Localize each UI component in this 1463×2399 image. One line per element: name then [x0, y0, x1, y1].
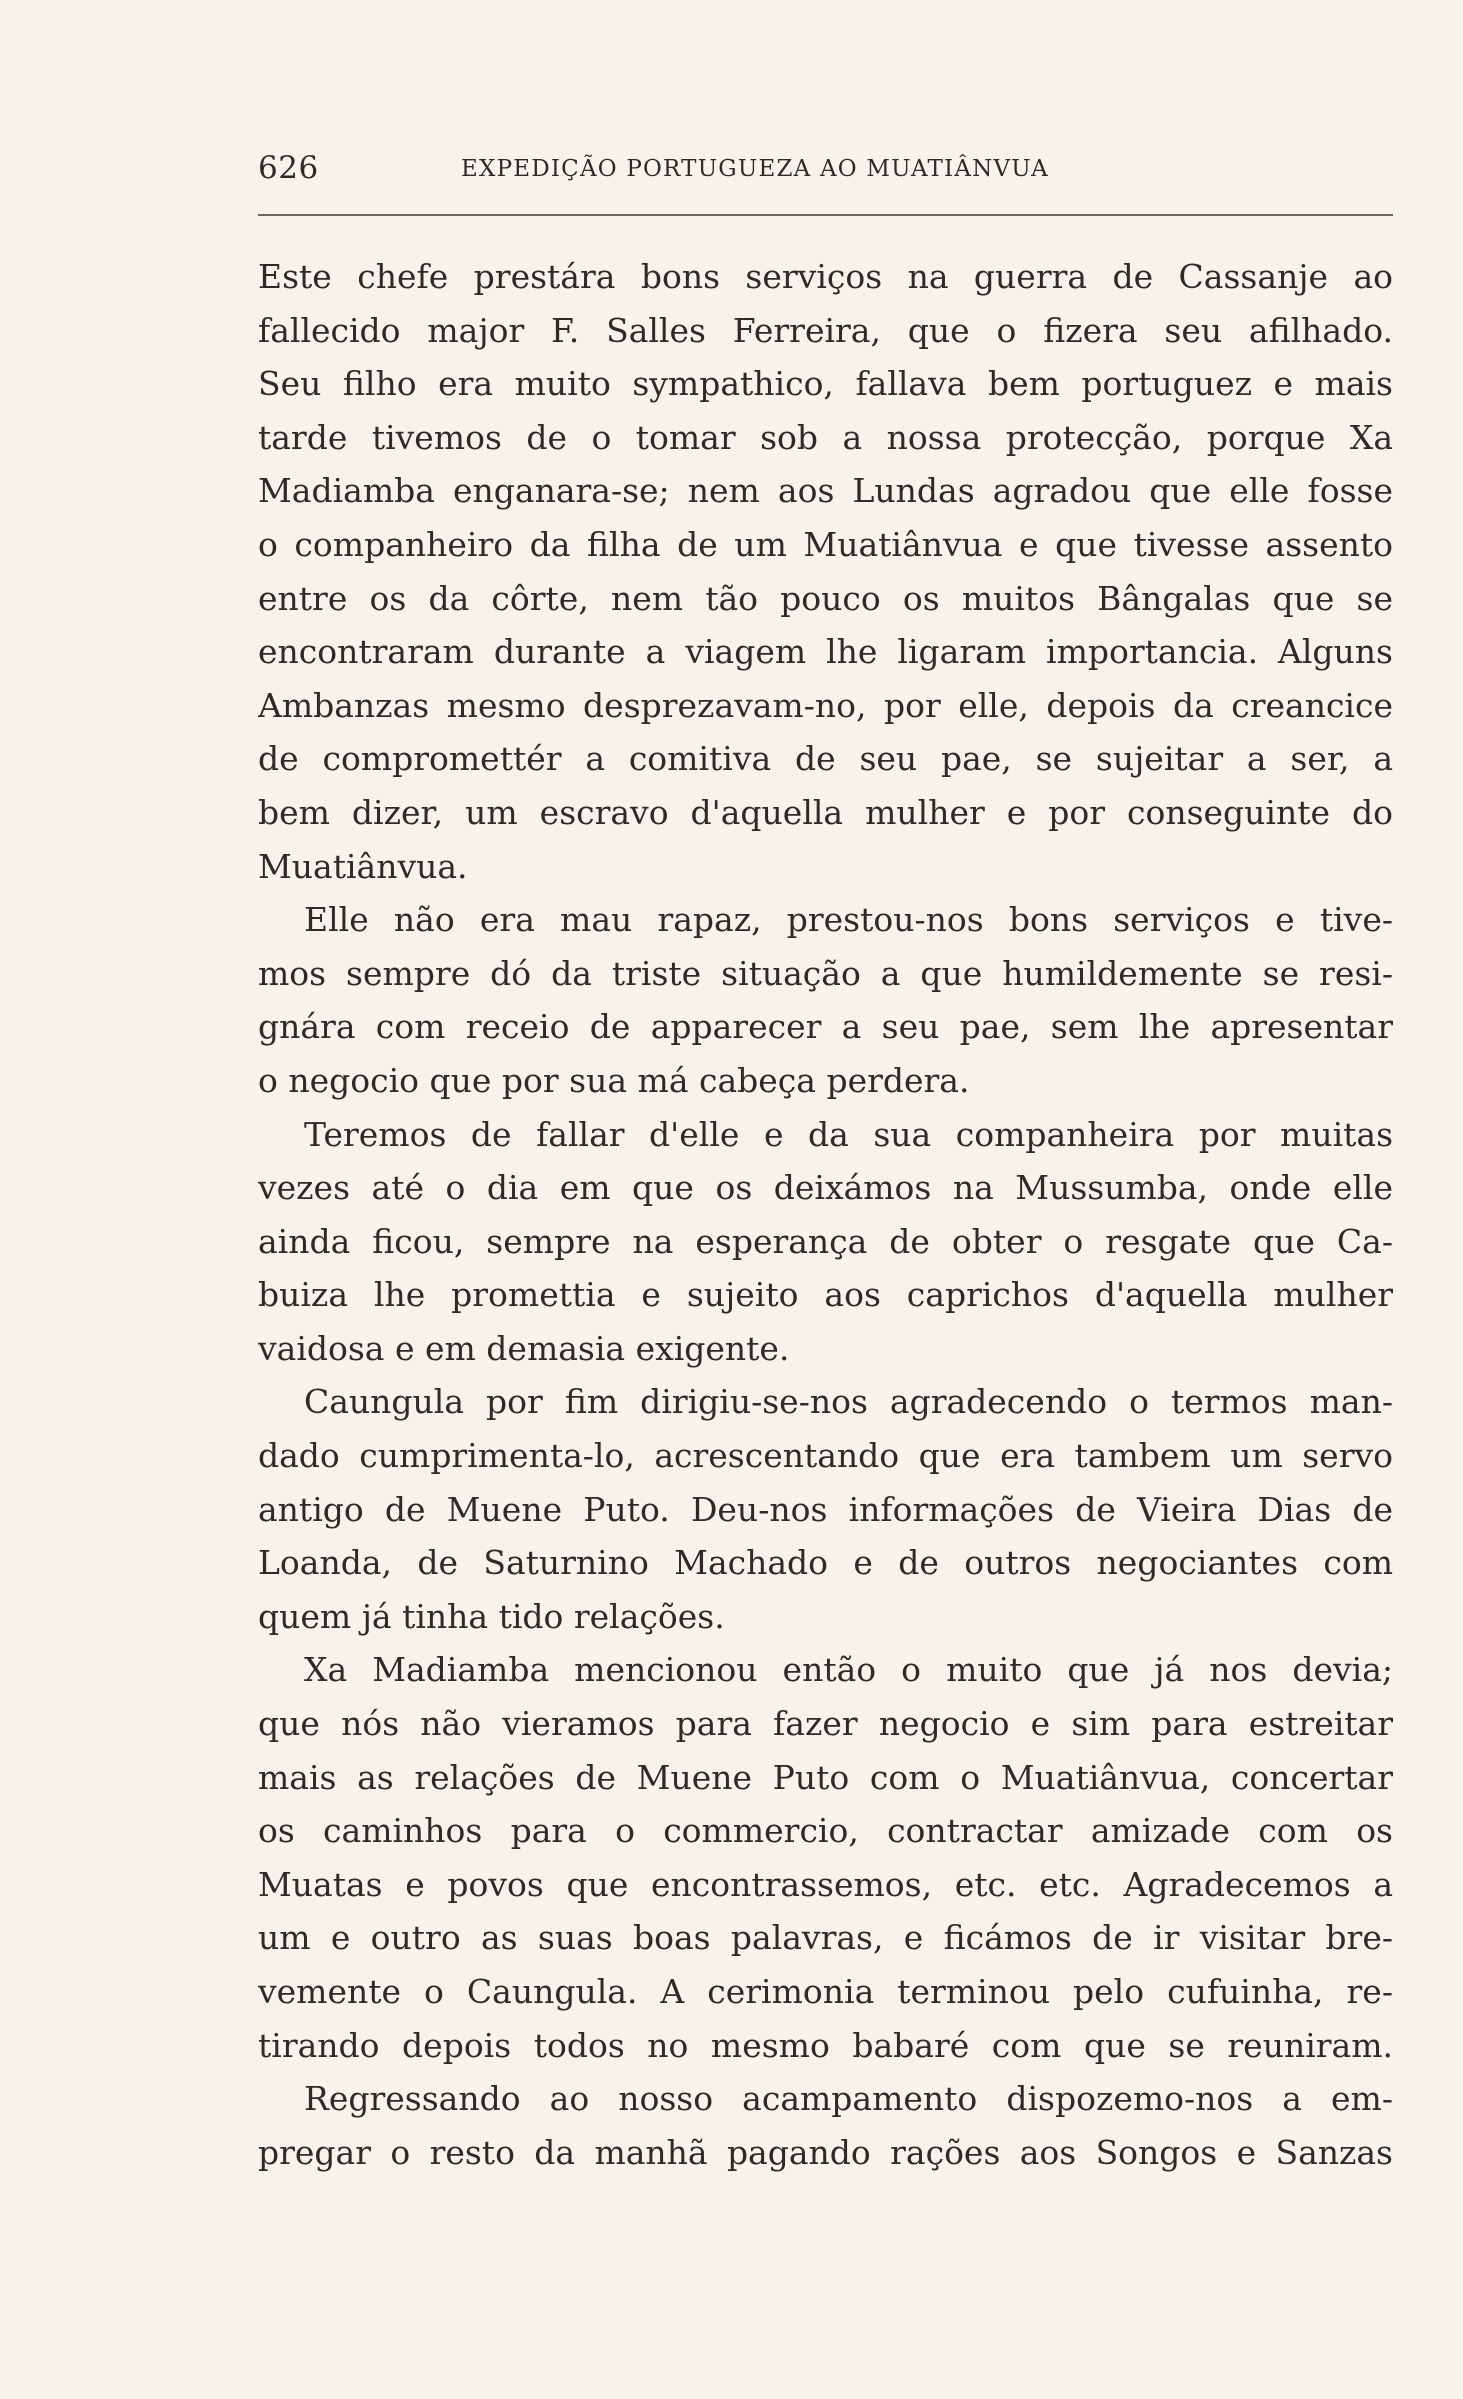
running-title: EXPEDIÇÃO PORTUGUEZA AO MUATIÂNVUA — [461, 156, 1049, 182]
text-line: tarde tivemos de o tomar sob a nossa protecção, porque Xa — [258, 417, 1393, 457]
text-line: antigo de Muene Puto. Deu-nos informações de Vieira Dias de — [258, 1489, 1393, 1529]
text-line: bem dizer, um escravo d'aquella mulher e por conseguinte do — [258, 792, 1393, 832]
text-line: buiza lhe promettia e sujeito aos caprichos d'aquella mulher — [258, 1275, 1393, 1315]
text-line: Elle não era mau rapaz, prestou-nos bons serviços e tive- — [304, 900, 1393, 940]
text-line: Caungula por fim dirigiu-se-nos agradecendo o termos man- — [304, 1382, 1393, 1422]
text-line: Madiamba enganara-se; nem aos Lundas agradou que elle fosse — [258, 471, 1393, 511]
text-line: os caminhos para o commercio, contractar amizade com os — [258, 1811, 1393, 1851]
body-text — [258, 250, 1393, 2179]
text-line: Teremos de fallar d'elle e da sua companheira por muitas — [304, 1114, 1393, 1154]
text-line: vemente o Caungula. A cerimonia terminou pelo cufuinha, re- — [258, 1972, 1393, 2011]
text-line: Muatiânvua. — [258, 846, 468, 886]
text-line: quem já tinha tido relações. — [258, 1596, 725, 1636]
text-line: vezes até o dia em que os deixámos na Mussumba, onde elle — [258, 1168, 1393, 1208]
text-line: Xa Madiamba mencionou então o muito que já nos devia; — [304, 1650, 1393, 1690]
text-line: mais as relações de Muene Puto com o Muatiânvua, concertar — [258, 1757, 1393, 1797]
text-line: encontraram durante a viagem lhe ligaram importancia. Alguns — [258, 632, 1393, 672]
text-line: Ambanzas mesmo desprezavam-no, por elle, depois da creancice — [258, 685, 1393, 725]
text-line: o negocio que por sua má cabeça perdera. — [258, 1060, 970, 1100]
running-head — [258, 150, 1393, 190]
page-number: 626 — [258, 150, 319, 186]
text-line: o companheiro da filha de um Muatiânvua e que tivesse assento — [258, 524, 1393, 564]
text-line: Este chefe prestára bons serviços na guerra de Cassanje ao — [258, 257, 1393, 296]
text-line: vaidosa e em demasia exigente. — [258, 1328, 790, 1368]
text-line: de compromettér a comitiva de seu pae, se sujeitar a ser, a — [258, 739, 1393, 779]
text-line: pregar o resto da manhã pagando rações aos Songos e Sanzas — [258, 2132, 1393, 2172]
text-line: fallecido major F. Salles Ferreira, que o fizera seu afilhado. — [258, 310, 1393, 350]
text-line: dado cumprimenta-lo, acrescentando que era tambem um servo — [258, 1436, 1393, 1476]
text-line: ainda ficou, sempre na esperança de obter o resgate que Ca- — [258, 1221, 1393, 1261]
text-line: Loanda, de Saturnino Machado e de outros negociantes com — [258, 1543, 1393, 1583]
text-line: Muatas e povos que encontrassemos, etc. etc. Agradecemos a — [258, 1864, 1393, 1904]
text-line: tirando depois todos no mesmo babaré com que se reuniram. — [258, 2025, 1393, 2065]
text-line: mos sempre dó da triste situação a que humildemente se resi- — [258, 953, 1393, 993]
text-line: Regressando ao nosso acampamento dispozemo-nos a em- — [304, 2079, 1393, 2119]
text-line: Seu filho era muito sympathico, fallava bem portuguez e mais — [258, 364, 1393, 404]
text-line: que nós não vieramos para fazer negocio e sim para estreitar — [258, 1704, 1393, 1744]
text-line: um e outro as suas boas palavras, e ficámos de ir visitar bre- — [258, 1918, 1393, 1958]
text-line: gnára com receio de apparecer a seu pae, sem lhe apresentar — [258, 1007, 1393, 1047]
header-rule — [258, 214, 1393, 216]
text-line: entre os da côrte, nem tão pouco os muitos Bângalas que se — [258, 578, 1393, 618]
